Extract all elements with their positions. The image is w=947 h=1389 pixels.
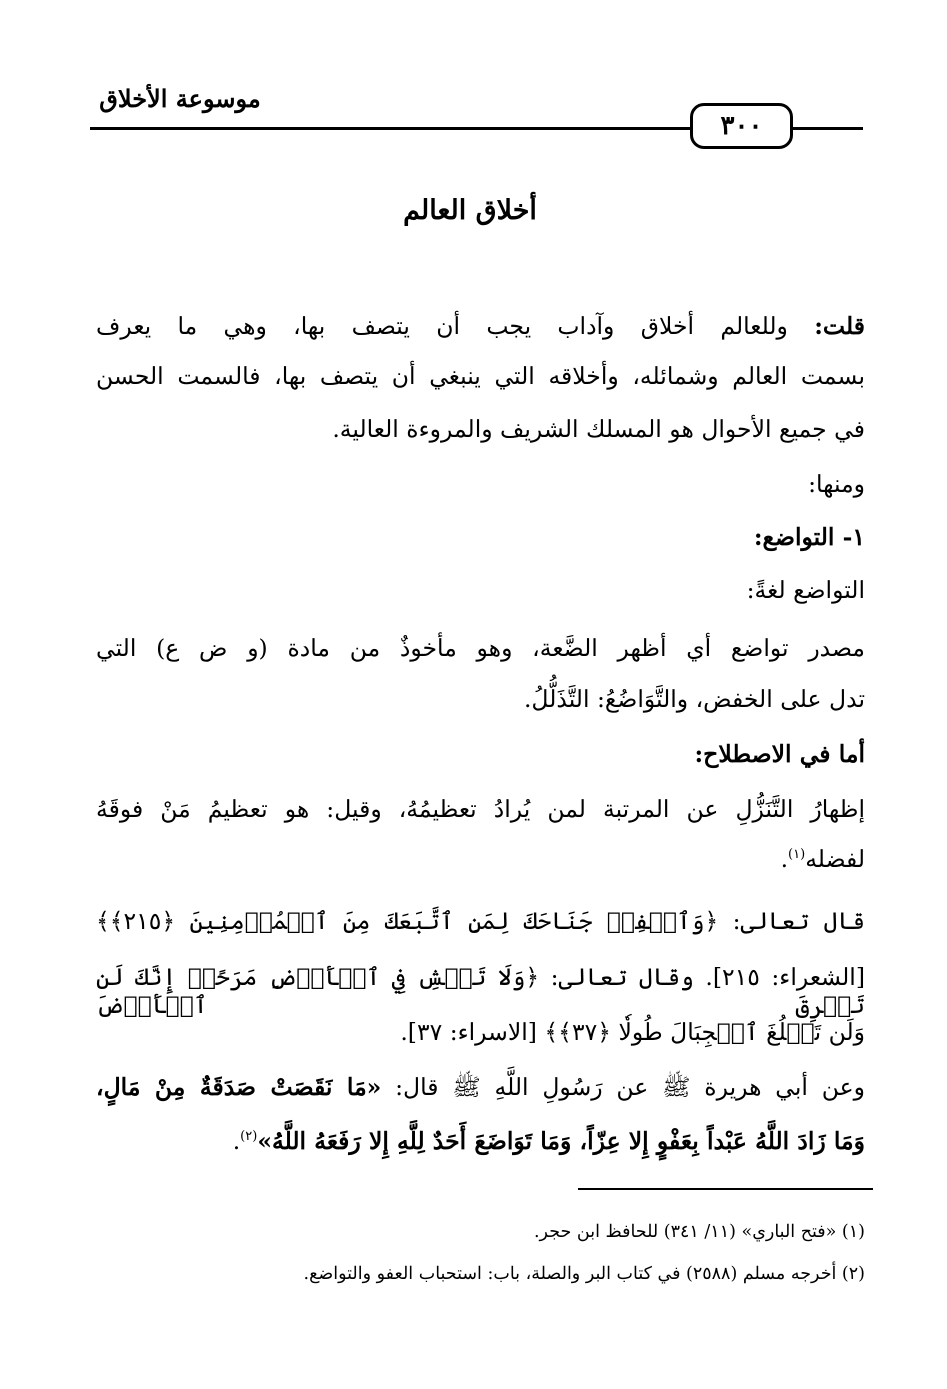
footnote-ref: (١) <box>788 847 806 863</box>
paragraph-text: . <box>780 845 789 873</box>
paragraph-text: لفضله <box>805 845 865 873</box>
paragraph-line: بسمت العالم وشمائله، وأخلاقه التي ينبغي أن يتصف بها، فالسمت الحسن <box>96 362 865 390</box>
hadith-line <box>96 1073 865 1101</box>
paragraph-line: تدل على الخفض، والتَّوَاضُعُ: التَّذَلُّلُ. <box>523 685 865 713</box>
footnote-ref: (٢) <box>240 1129 258 1145</box>
hadith-text: وَمَا زَادَ اللَّهُ عَبْداً بِعَفْوٍ إِلا عِزّاً، وَمَا تَوَاضَعَ أَحَدٌ لِلَّهِ إِلا رَفَعَهُ اللَّهُ» <box>257 1127 865 1155</box>
label-terminology: أما في الاصطلاح: <box>694 740 865 768</box>
paragraph-lead: قلت: <box>814 312 865 340</box>
footnote-rule <box>578 1188 873 1190</box>
footnote-2: (٢) أخرجه مسلم (٢٥٨٨) في كتاب البر والصلة، باب: استحباب العفو والتواضع. <box>303 1264 865 1284</box>
heading-humility: ١- التواضع: <box>753 523 865 551</box>
page-number: ٣٠٠ <box>690 103 793 149</box>
hadith-text: . <box>232 1127 241 1155</box>
paragraph-line <box>96 312 865 340</box>
verse-line: قال تعالى: ﴿وَٱخۡفِضۡ جَنَاحَكَ لِمَنِ ٱتَّبَعَكَ مِنَ ٱلۡمُؤۡمِنِينَ ﴿٢١٥﴾﴾ <box>96 907 865 935</box>
label-linguistic: التواضع لغةً: <box>746 576 865 604</box>
hadith-text: «مَا نَقَصَتْ صَدَقَةٌ مِنْ مَالٍ، <box>96 1073 382 1101</box>
paragraph-line: في جميع الأحوال هو المسلك الشريف والمروءة العالية. <box>332 415 865 443</box>
hadith-intro: وعن أبي هريرة ﷺ عن رَسُولِ اللَّهِ ﷺ قال: <box>395 1073 865 1101</box>
paragraph-line <box>781 845 865 873</box>
footnote-1: (١) «فتح الباري» (١١/ ٣٤١) للحافظ ابن حجر. <box>533 1222 865 1242</box>
running-title: موسوعة الأخلاق <box>99 84 261 113</box>
paragraph-line: إظهارُ التَّنَزُّلِ عن المرتبة لمن يُرادُ تعظيمُهُ، وقيل: هو تعظيمُ مَنْ فوقَهُ <box>96 795 865 823</box>
verse-line: وَلَن تَبۡلُغَ ٱلۡجِبَالَ طُولٗا ﴿٣٧﴾﴾ [الاسراء: ٣٧]. <box>400 1018 865 1046</box>
paragraph-text: وللعالم أخلاق وآداب يجب أن يتصف بها، وهي ما يعرف <box>96 312 788 340</box>
section-title: أخلاق العالم <box>403 195 537 226</box>
header-rule-right <box>793 127 863 130</box>
paragraph-line: مصدر تواضع أي أظهر الضَّعة، وهو مأخوذٌ من مادة (و ض ع) التي <box>96 634 865 662</box>
paragraph-line: ومنها: <box>808 470 865 498</box>
verse-line: [الشعراء: ٢١٥]. وقال تعالى: ﴿وَلَا تَمۡشِ فِي ٱلۡأَرۡضِ مَرَحًاۖ إِنَّكَ لَن تَخۡرِقَ ٱلۡأَرۡضَ <box>96 963 866 1020</box>
hadith-line <box>233 1127 865 1155</box>
header-rule-left <box>90 127 690 130</box>
